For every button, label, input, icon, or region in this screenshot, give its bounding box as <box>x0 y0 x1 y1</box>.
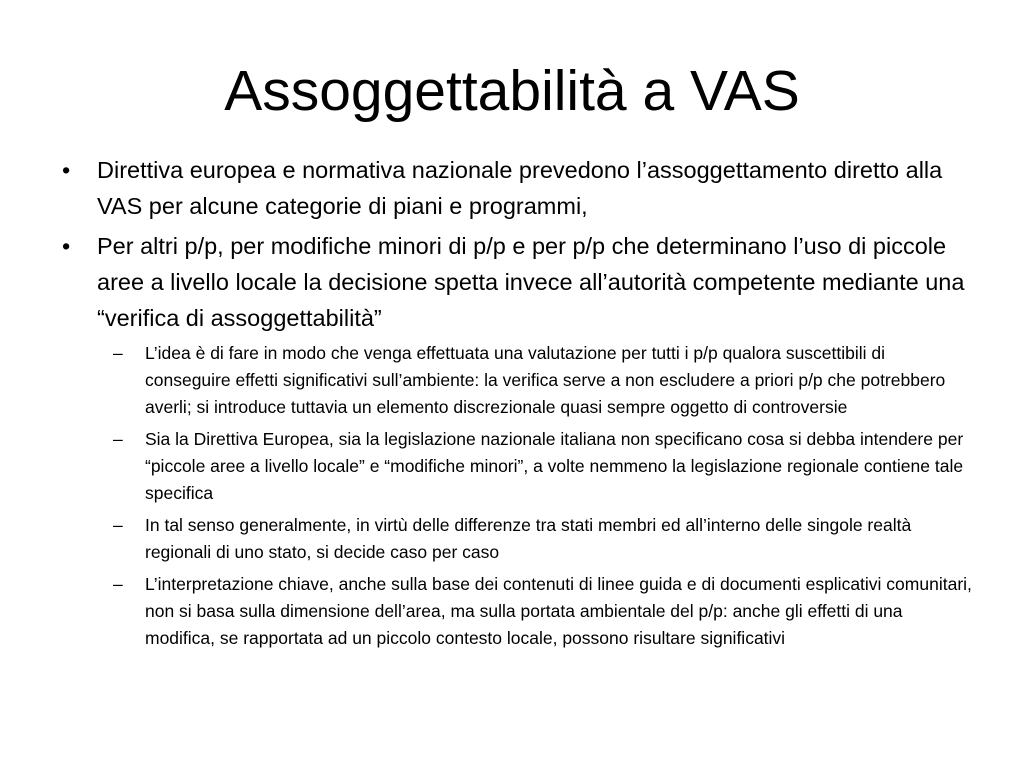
subbullet-marker: – <box>113 515 123 535</box>
bullet-text: Direttiva europea e normativa nazionale prevedono l’assoggettamento diretto alla VAS per alcune categorie di piani e programmi, <box>97 157 943 219</box>
slide-title: Assoggettabilità a VAS <box>224 59 800 123</box>
subbullet-text: Sia la Direttiva Europea, sia la legislazione nazionale italiana non specificano cosa si debba intendere per “piccole aree a livello locale” e “modifiche minori”, a volte nemmeno la legislazione regionale contiene tale specifica <box>145 429 964 503</box>
subbullet-marker: – <box>113 429 123 449</box>
bullet-text: Per altri p/p, per modifiche minori di p/p e per p/p che determinano l’uso di piccole aree a livello locale la decisione spetta invece all’autorità competente mediante una “verifica di assoggettabilità” <box>97 233 965 331</box>
subbullet-item <box>62 571 972 652</box>
subbullet-item <box>62 512 972 566</box>
bullet-item <box>62 228 972 336</box>
subbullet-text: L’interpretazione chiave, anche sulla base dei contenuti di linee guida e di documenti esplicativi comunitari, non si basa sulla dimensione dell’area, ma sulla portata ambientale del p/p: anche gli effetti di una modifica, se rapportata ad un piccolo contesto locale, possono risultare significativi <box>145 574 972 648</box>
subbullet-item <box>62 426 972 507</box>
bullet-item <box>62 152 972 224</box>
subbullet-marker: – <box>113 343 123 363</box>
subbullet-item <box>62 340 972 421</box>
bullet-marker: • <box>62 157 71 183</box>
subbullet-text: L’idea è di fare in modo che venga effettuata una valutazione per tutti i p/p qualora suscettibili di conseguire effetti significativi sull’ambiente: la verifica serve a non escludere a priori p/p che potrebbero averli; si introduce tuttavia un elemento discrezionale quasi sempre oggetto di controversie <box>145 343 946 417</box>
slide-body <box>62 152 972 657</box>
bullet-marker: • <box>62 233 71 259</box>
subbullet-text: In tal senso generalmente, in virtù delle differenze tra stati membri ed all’interno delle singole realtà regionali di uno stato, si decide caso per caso <box>145 515 912 562</box>
subbullet-marker: – <box>113 574 123 594</box>
